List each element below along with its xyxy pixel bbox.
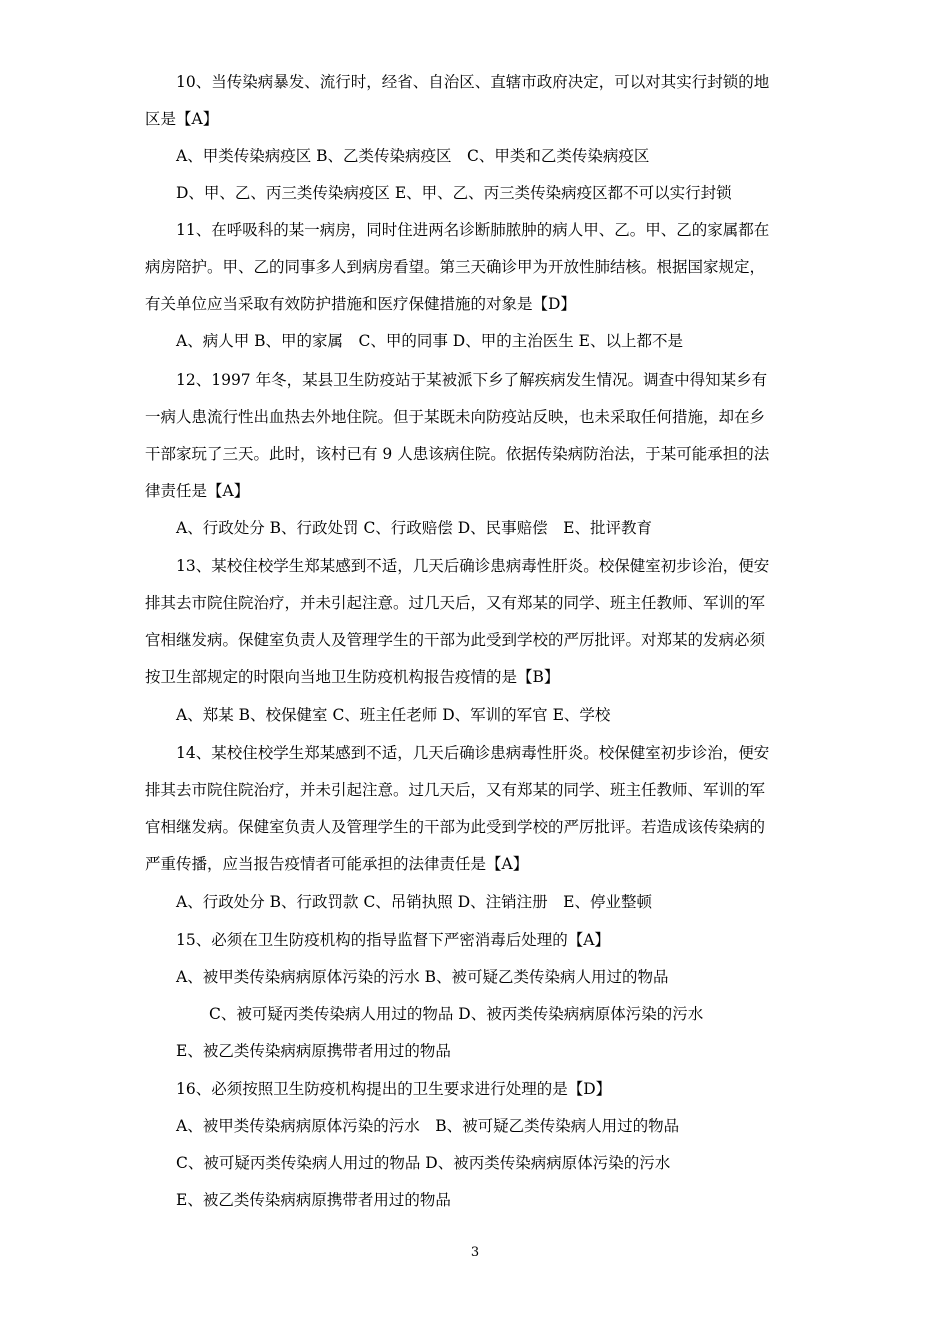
question-14-line-3: 官相继发病。保健室负责人及管理学生的干部为此受到学校的严厉批评。若造成该传染病的 (145, 818, 766, 836)
question-12-line-4: 律责任是【A】 (145, 482, 250, 500)
question-11-line-1: 11、在呼吸科的某一病房，同时住进两名诊断肺脓肿的病人甲、乙。甲、乙的家属都在 (176, 221, 770, 239)
question-13-line-4: 按卫生部规定的时限向当地卫生防疫机构报告疫情的是【B】 (145, 668, 560, 686)
question-13-line-3: 官相继发病。保健室负责人及管理学生的干部为此受到学校的严厉批评。对郑某的发病必须 (145, 631, 766, 649)
question-12-options: A、行政处分 B、行政处罚 C、行政赔偿 D、民事赔偿 E、批评教育 (176, 519, 652, 537)
question-12-line-1: 12、1997 年冬，某县卫生防疫站于某被派下乡了解疾病发生情况。调查中得知某乡有 (176, 371, 768, 389)
question-11-line-3: 有关单位应当采取有效防护措施和医疗保健措施的对象是【D】 (145, 295, 576, 313)
question-16-options-line-2: C、被可疑丙类传染病人用过的物品 D、被丙类传染病病原体污染的污水 (176, 1154, 671, 1172)
question-10-line-2: 区是【A】 (145, 110, 219, 128)
question-13-line-1: 13、某校住校学生郑某感到不适，几天后确诊患病毒性肝炎。校保健室初步诊治，便安 (176, 557, 770, 575)
question-13-options: A、郑某 B、校保健室 C、班主任老师 D、军训的军官 E、学校 (176, 706, 611, 724)
question-13-line-2: 排其去市院住院治疗，并未引起注意。过几天后，又有郑某的同学、班主任教师、军训的军 (145, 594, 766, 612)
question-16-options-line-1: A、被甲类传染病病原体污染的污水 B、被可疑乙类传染病人用过的物品 (176, 1117, 680, 1135)
question-10-options-line-1: A、甲类传染病疫区 B、乙类传染病疫区 C、甲类和乙类传染病疫区 (176, 147, 650, 165)
question-15-options-line-1: A、被甲类传染病病原体污染的污水 B、被可疑乙类传染病人用过的物品 (176, 968, 669, 986)
question-14-line-4: 严重传播，应当报告疫情者可能承担的法律责任是【A】 (145, 855, 529, 873)
question-16-options-line-3: E、被乙类传染病病原携带者用过的物品 (176, 1191, 451, 1209)
question-12-line-2: 一病人患流行性出血热去外地住院。但于某既未向防疫站反映，也未采取任何措施，却在乡 (145, 408, 766, 426)
question-14-options: A、行政处分 B、行政罚款 C、吊销执照 D、注销注册 E、停业整顿 (176, 893, 652, 911)
question-10-options-line-2: D、甲、乙、丙三类传染病疫区 E、甲、乙、丙三类传染病疫区都不可以实行封锁 (176, 184, 732, 202)
question-14-line-2: 排其去市院住院治疗，并未引起注意。过几天后，又有郑某的同学、班主任教师、军训的军 (145, 781, 766, 799)
question-11-options: A、病人甲 B、甲的家属 C、甲的同事 D、甲的主治医生 E、以上都不是 (176, 332, 683, 350)
question-11-line-2: 病房陪护。甲、乙的同事多人到病房看望。第三天确诊甲为开放性肺结核。根据国家规定， (145, 258, 766, 276)
question-10-line-1: 10、当传染病暴发、流行时，经省、自治区、直辖市政府决定，可以对其实行封锁的地 (176, 73, 770, 91)
question-15-stem: 15、必须在卫生防疫机构的指导监督下严密消毒后处理的【A】 (176, 931, 610, 949)
page-number: 3 (470, 1245, 480, 1260)
question-15-options-line-3: E、被乙类传染病病原携带者用过的物品 (176, 1042, 451, 1060)
question-15-options-line-2: C、被可疑丙类传染病人用过的物品 D、被丙类传染病病原体污染的污水 (209, 1005, 704, 1023)
question-16-stem: 16、必须按照卫生防疫机构提出的卫生要求进行处理的是【D】 (176, 1080, 612, 1098)
question-14-line-1: 14、某校住校学生郑某感到不适，几天后确诊患病毒性肝炎。校保健室初步诊治，便安 (176, 744, 770, 762)
question-12-line-3: 干部家玩了三天。此时，该村已有 9 人患该病住院。依据传染病防治法，于某可能承担的法 (145, 445, 770, 463)
